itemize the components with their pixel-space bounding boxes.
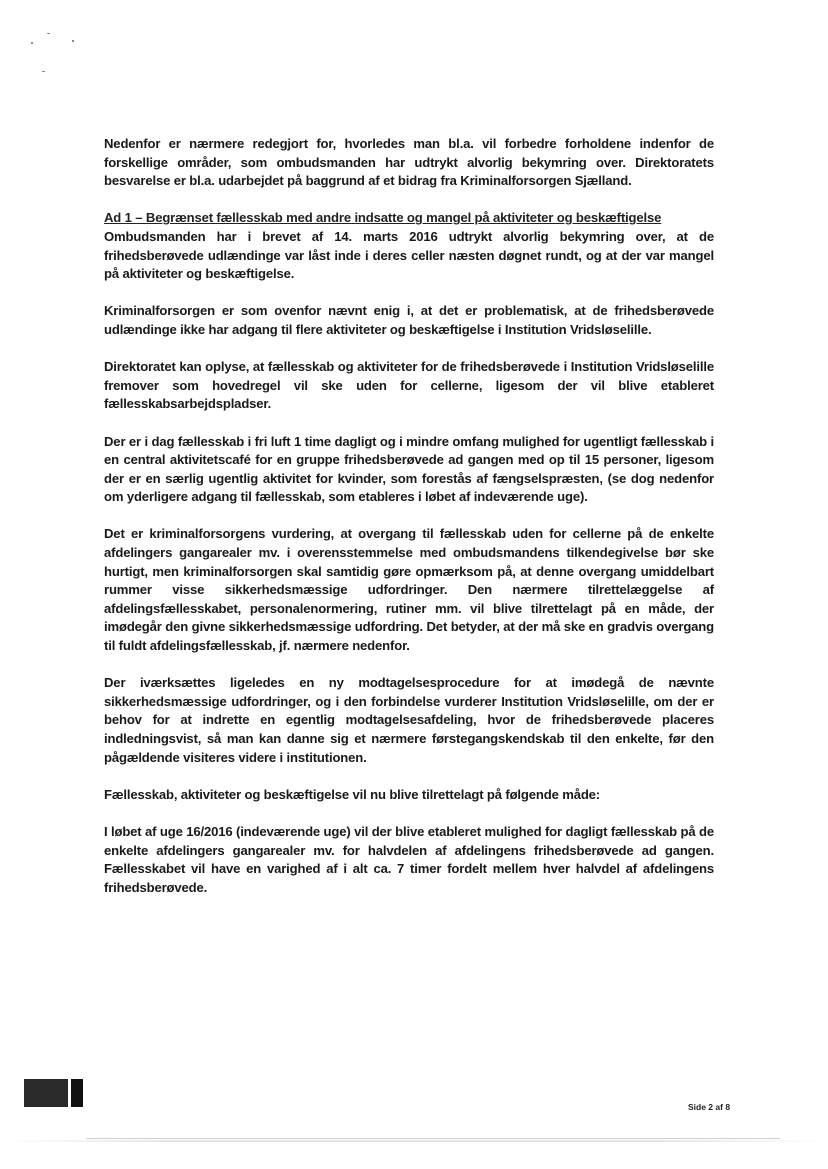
body-paragraph-4: Der er i dag fællesskab i fri luft 1 time dagligt og i mindre omfang mulighed for ugentligt fællesskab i en central aktivitetscafé for en gruppe frihedsberøvede ad gangen med op til 15 personer, ligesom der er en særlig ugentlig aktivitet for kvinder, som forestås af fængselspræsten, (se dog nedenfor om yderligere adgang til fællesskab, som etableres i løbet af indeværende uge). — [104, 433, 714, 505]
body-paragraph-5: Det er kriminalforsorgens vurdering, at overgang til fællesskab uden for cellerne på de enkelte afdelingers gangarealer mv. i overensstemmelse med ombudsmandens tilkendegivelse bør ske hurtigt, men kriminalforsorgen skal samtidig gøre opmærksom på, at denne overgang umiddelbart rummer visse sikkerhedsmæssige udfordringer. Den nærmere tilrettelæggelse af afdelingsfællesskabet, personalenormering, rutiner mm. vil blive tilrettelagt på en måde, der imødegår den givne sikkerhedsmæssige udfordring. Det betyder, at der må ske en gradvis overgang til fuldt afdelingsfællesskab, jf. nærmere nedenfor. — [104, 526, 714, 654]
body-paragraph-8: I løbet af uge 16/2016 (indeværende uge) vil der blive etableret mulighed for dagligt fællesskab på de enkelte afdelingers gangarealer mv. for halvdelen af afdelingens frihedsberøvede ad gangen. Fællesskabet vil have en varighed af i alt ca. 7 timer fordelt mellem hver halvdel af afdelingens frihedsberøvede. — [104, 823, 714, 895]
redaction-bar — [24, 1079, 68, 1107]
scan-speck — [31, 42, 33, 44]
scan-speck — [42, 71, 45, 72]
intro-paragraph: Nedenfor er nærmere redegjort for, hvorledes man bl.a. vil forbedre forholdene indenfor de forskellige områder, som ombudsmanden har udtrykt alvorlig bekymring over. Direktoratets besvarelse er bl.a. udarbejdet på baggrund af et bidrag fra Kriminalforsorgen Sjælland. — [104, 136, 714, 189]
scan-speck — [47, 33, 50, 34]
scan-speck — [72, 40, 74, 42]
section-heading: Ad 1 – Begrænset fællesskab med andre indsatte og mangel på aktiviteter og beskæftigelse — [104, 210, 662, 226]
redaction-stripe — [71, 1079, 83, 1107]
scan-edge — [0, 1140, 828, 1142]
body-paragraph-2: Kriminalforsorgen er som ovenfor nævnt enig i, at det er problematisk, at de frihedsberøvede udlændinge ikke har adgang til flere aktiviteter og beskæftigelse i Institution Vridsløselille. — [104, 303, 714, 337]
document-body — [104, 135, 714, 916]
body-paragraph-7: Fællesskab, aktiviteter og beskæftigelse vil nu blive tilrettelagt på følgende måde: — [104, 786, 601, 802]
body-paragraph-6: Der iværksættes ligeledes en ny modtagelsesprocedure for at imødegå de nævnte sikkerhedsmæssige udfordringer, og i den forbindelse vurderer Institution Vridsløselille, om der er behov for at indrette en egentlig modtagelsesafdeling, hvor de frihedsberøvede placeres indledningsvist, så man kan danne sig et nærmere førstegangskendskab til den enkelte, før den pågældende visiteres videre i institutionen. — [104, 675, 714, 765]
body-paragraph-3: Direktoratet kan oplyse, at fællesskab og aktiviteter for de frihedsberøvede i Institution Vridsløselille fremover som hovedregel vil ske uden for cellerne, ligesom der vil blive etableret fællesskabsarbejdspladser. — [104, 359, 714, 412]
page-number: Side 2 af 8 — [688, 1102, 731, 1112]
body-paragraph-1: Ombudsmanden har i brevet af 14. marts 2016 udtrykt alvorlig bekymring over, at de frihedsberøvede udlændinge var låst inde i deres celler næsten døgnet rundt, og at der var mangel på aktiviteter og beskæftigelse. — [104, 228, 714, 282]
footer-divider — [86, 1138, 780, 1139]
